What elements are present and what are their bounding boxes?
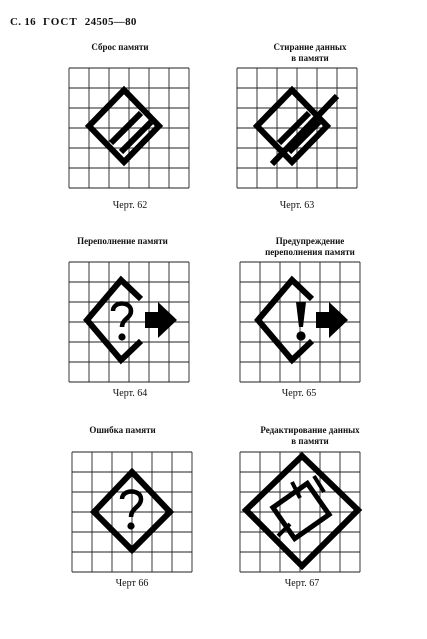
- memory-overflow-icon: [69, 262, 189, 382]
- standard-number: 24505—80: [84, 16, 137, 28]
- figure-title-memory-erase: Стирание данных в памяти: [273, 42, 347, 63]
- figure-caption-67: Черт. 67: [284, 578, 320, 589]
- memory-erase-icon: [237, 68, 357, 188]
- figure-caption-65: Черт. 65: [281, 388, 317, 399]
- figure-caption-63: Черт. 63: [279, 200, 315, 211]
- memory-edit-icon: [240, 452, 360, 572]
- standard-name: ГОСТ: [43, 16, 78, 28]
- memory-error-icon: [72, 452, 192, 572]
- figure-title-memory-overflow: Переполнение памяти: [77, 236, 168, 246]
- memory-reset-icon: [69, 68, 189, 188]
- overflow-warning-icon: [240, 262, 360, 382]
- page-header: [10, 16, 137, 28]
- figure-caption-66: Черт 66: [115, 578, 149, 589]
- figure-caption-64: Черт. 64: [112, 388, 148, 399]
- figure-title-overflow-warning: Предупреждение переполнения памяти: [265, 236, 355, 257]
- figure-caption-62: Черт. 62: [112, 200, 148, 211]
- figure-title-memory-reset: Сброс памяти: [91, 42, 149, 52]
- figure-title-memory-edit: Редактирование данных в памяти: [260, 425, 360, 446]
- figure-title-memory-error: Ошибка памяти: [89, 425, 156, 435]
- page-number: С. 16: [10, 16, 36, 28]
